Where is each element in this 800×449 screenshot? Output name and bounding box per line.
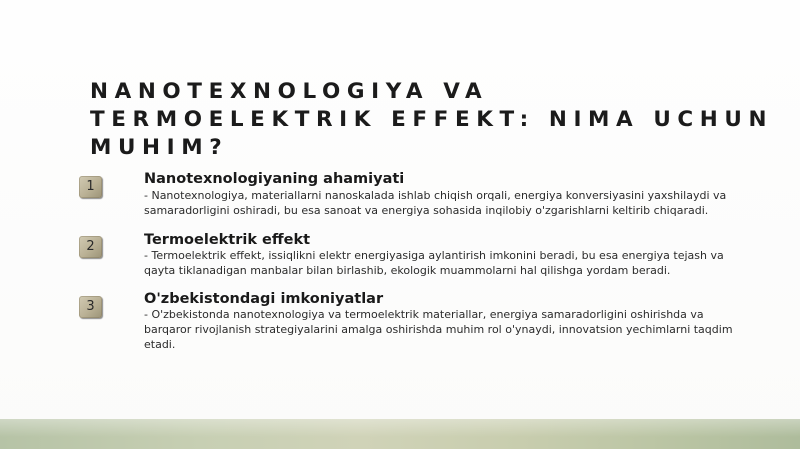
number-badge: 3 [79, 296, 102, 318]
number-badge: 2 [79, 236, 102, 258]
decorative-bottom-band [0, 419, 800, 449]
number-badge: 1 [79, 176, 102, 198]
item-description: - Nanotexnologiya, materiallarni nanoskalada ishlab chiqish orqali, energiya konversiyasini yaxshilaydi va samaradorligini oshiradi, bu esa sanoat va energiya sohasida inqilobiy o'zgarishlarni keltirib chiqaradi. [144, 189, 727, 217]
item-description: - O'zbekistonda nanotexnologiya va termoelektrik materiallar, energiya samaradorligini oshirishda va barqaror rivojlanish strategiyalarini amalga oshirishda muhim rol o'ynaydi, innovatsion yechimlarni taqdim etadi. [144, 308, 733, 351]
slide-title: NANOTEXNOLOGIYA VA TERMOELEKTRIK EFFEKT: NIMA UCHUN MUHIM? [90, 79, 774, 160]
item-title: O'zbekistondagi imkoniyatlar [144, 291, 384, 307]
item-description: - Termoelektrik effekt, issiqlikni elektr energiyasiga aylantirish imkonini beradi, bu esa energiya tejash va qayta tiklanadigan manbalar bilan birlashib, ekologik muammolarni hal qilishga yordam beradi. [144, 249, 724, 277]
item-title: Termoelektrik effekt [144, 232, 311, 248]
item-title: Nanotexnologiyaning ahamiyati [144, 171, 405, 187]
